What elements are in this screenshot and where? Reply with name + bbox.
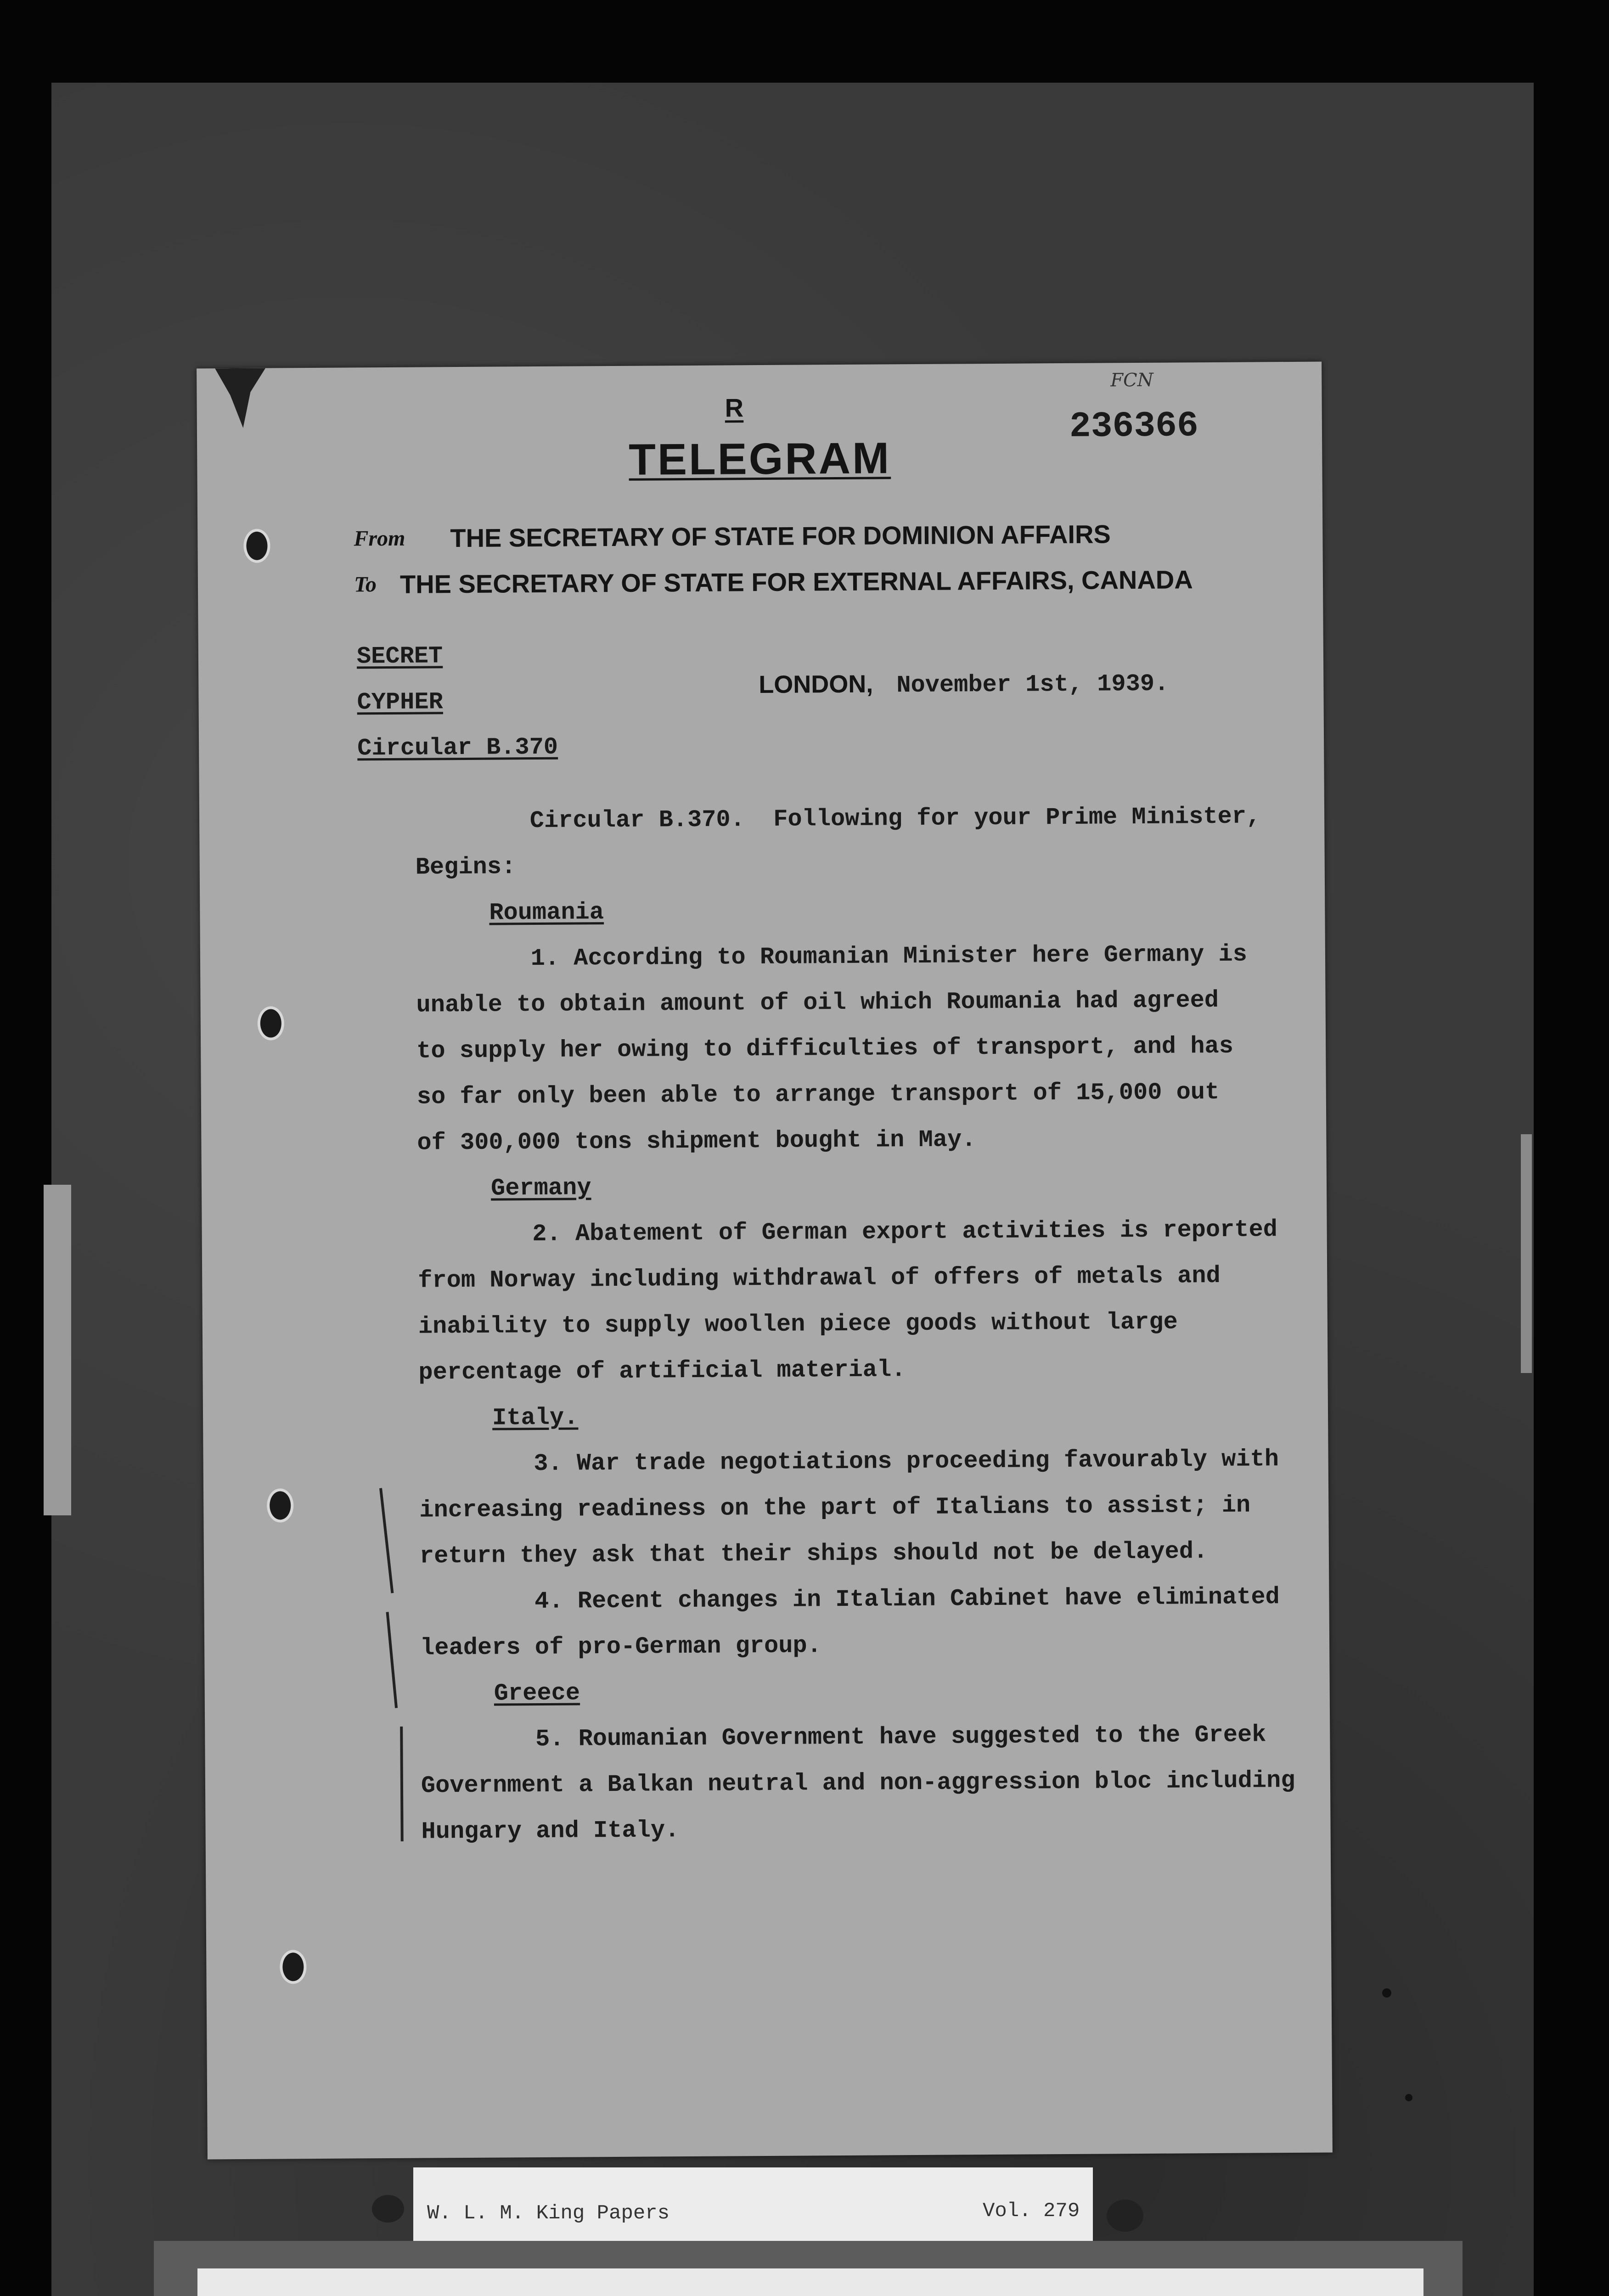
dust-speck (1382, 1988, 1391, 1998)
body-line: inability to supply woollen piece goods without large (418, 1308, 1178, 1340)
from-label: From (354, 526, 405, 551)
right-edge-strip (1521, 1134, 1532, 1373)
margin-mark (400, 1727, 404, 1841)
telegram-number: 236366 (1069, 406, 1199, 447)
body-line: unable to obtain amount of oil which Roumania had agreed (416, 986, 1219, 1019)
body-line: Government a Balkan neutral and non-aggression bloc including (421, 1767, 1295, 1800)
telegram-annotation: FCN (1110, 369, 1153, 391)
body-line: so far only been able to arrange transport of 15,000 out (416, 1078, 1220, 1111)
dust-speck (1107, 2200, 1143, 2232)
punch-hole (258, 1006, 284, 1040)
body-line: Hungary and Italy. (421, 1817, 680, 1846)
telegram-title: TELEGRAM (629, 433, 891, 484)
place: LONDON, (759, 670, 873, 699)
section-heading: Italy. (492, 1404, 579, 1432)
torn-corner (215, 368, 266, 428)
date: November 1st, 1939. (896, 670, 1169, 699)
to-label: To (354, 572, 377, 597)
left-edge-strip (44, 1185, 71, 1515)
punch-hole (280, 1950, 306, 1984)
punch-hole (267, 1488, 293, 1522)
dust-speck (372, 2195, 404, 2223)
archives-stamp (197, 2268, 1423, 2296)
dust-speck (1405, 2094, 1412, 2101)
collection-volume: Vol. 279 (983, 2200, 1080, 2223)
body-line: 4. Recent changes in Italian Cabinet have eliminated (420, 1583, 1280, 1616)
body-line: leaders of pro-German group. (420, 1632, 822, 1662)
punch-hole (243, 529, 270, 563)
classification-secret: SECRET (356, 642, 443, 670)
body-line: percentage of artificial material. (418, 1356, 906, 1386)
body-line: return they ask that their ships should not be delayed. (419, 1538, 1208, 1570)
body-line: of 300,000 tons shipment bought in May. (417, 1126, 976, 1157)
margin-mark (379, 1488, 394, 1593)
body-line: Begins: (415, 853, 516, 881)
body-line: 3. War trade negotiations proceeding favourably with (419, 1446, 1279, 1478)
collection-name: W. L. M. King Papers (427, 2202, 670, 2225)
body-line: to supply her owing to difficulties of transport, and has (416, 1032, 1234, 1065)
body-line: from Norway including withdrawal of offers of metals and (418, 1262, 1221, 1294)
telegram-sheet (197, 362, 1333, 2160)
margin-mark (386, 1612, 398, 1708)
body-line: 1. According to Roumanian Minister here Germany is (416, 940, 1248, 973)
telegram-letter: R (725, 393, 744, 422)
body-line: 2. Abatement of German export activities is reported (417, 1216, 1278, 1249)
section-heading: Greece (494, 1679, 580, 1707)
classification-cypher: CYPHER (357, 688, 443, 716)
body-line: 5. Roumanian Government have suggested to the Greek (421, 1721, 1266, 1754)
body-line: increasing readiness on the part of Italians to assist; in (419, 1491, 1251, 1524)
section-heading: Roumania (489, 899, 604, 927)
to-text: THE SECRETARY OF STATE FOR EXTERNAL AFFAIRS, CANADA (399, 565, 1193, 599)
classification-circular: Circular B.370 (357, 733, 558, 762)
from-text: THE SECRETARY OF STATE FOR DOMINION AFFAIRS (450, 519, 1111, 553)
body-line: Circular B.370. Following for your Prime Minister, (415, 803, 1261, 835)
section-heading: Germany (490, 1174, 591, 1202)
